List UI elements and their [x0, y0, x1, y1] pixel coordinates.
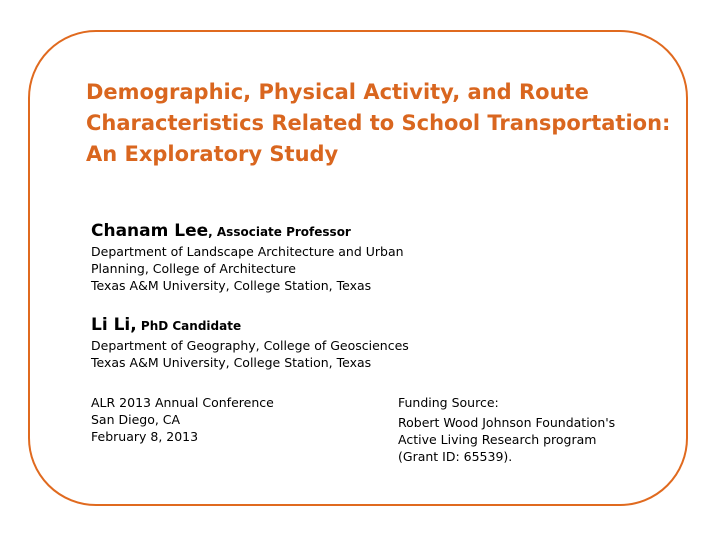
funding-line: Active Living Research program: [398, 432, 597, 447]
funding-info: [398, 394, 668, 465]
author-role: PhD Candidate: [136, 319, 242, 333]
affiliation-line: Department of Geography, College of Geosciences: [91, 338, 409, 353]
author-name: Chanam Lee: [91, 221, 209, 241]
author-separator: ,: [208, 225, 213, 239]
author-block-li-li: [91, 314, 611, 371]
conference-location: San Diego, CA: [91, 412, 181, 427]
author-heading: [91, 314, 611, 337]
affiliation-line: Texas A&M University, College Station, Texas: [91, 355, 372, 370]
author-role: Associate Professor: [212, 225, 351, 239]
funding-line: (Grant ID: 65539).: [398, 449, 513, 464]
title-line-3: An Exploratory Study: [86, 142, 339, 166]
author-name: Li Li: [91, 315, 131, 335]
author-separator: ,: [130, 315, 137, 335]
funding-line: Robert Wood Johnson Foundation's: [398, 415, 616, 430]
slide-title: [86, 77, 686, 170]
funding-heading: Funding Source:: [398, 395, 499, 410]
conference-date: February 8, 2013: [91, 429, 199, 444]
title-line-1: Demographic, Physical Activity, and Route: [86, 80, 589, 104]
title-line-2: Characteristics Related to School Transportation:: [86, 111, 671, 135]
conference-info: [91, 394, 351, 445]
author-block-chanam-lee: [91, 220, 611, 294]
affiliation-line: Texas A&M University, College Station, Texas: [91, 278, 372, 293]
affiliation-line: Department of Landscape Architecture and Urban: [91, 244, 404, 259]
conference-name: ALR 2013 Annual Conference: [91, 395, 274, 410]
affiliation-line: Planning, College of Architecture: [91, 261, 296, 276]
author-heading: [91, 220, 611, 243]
